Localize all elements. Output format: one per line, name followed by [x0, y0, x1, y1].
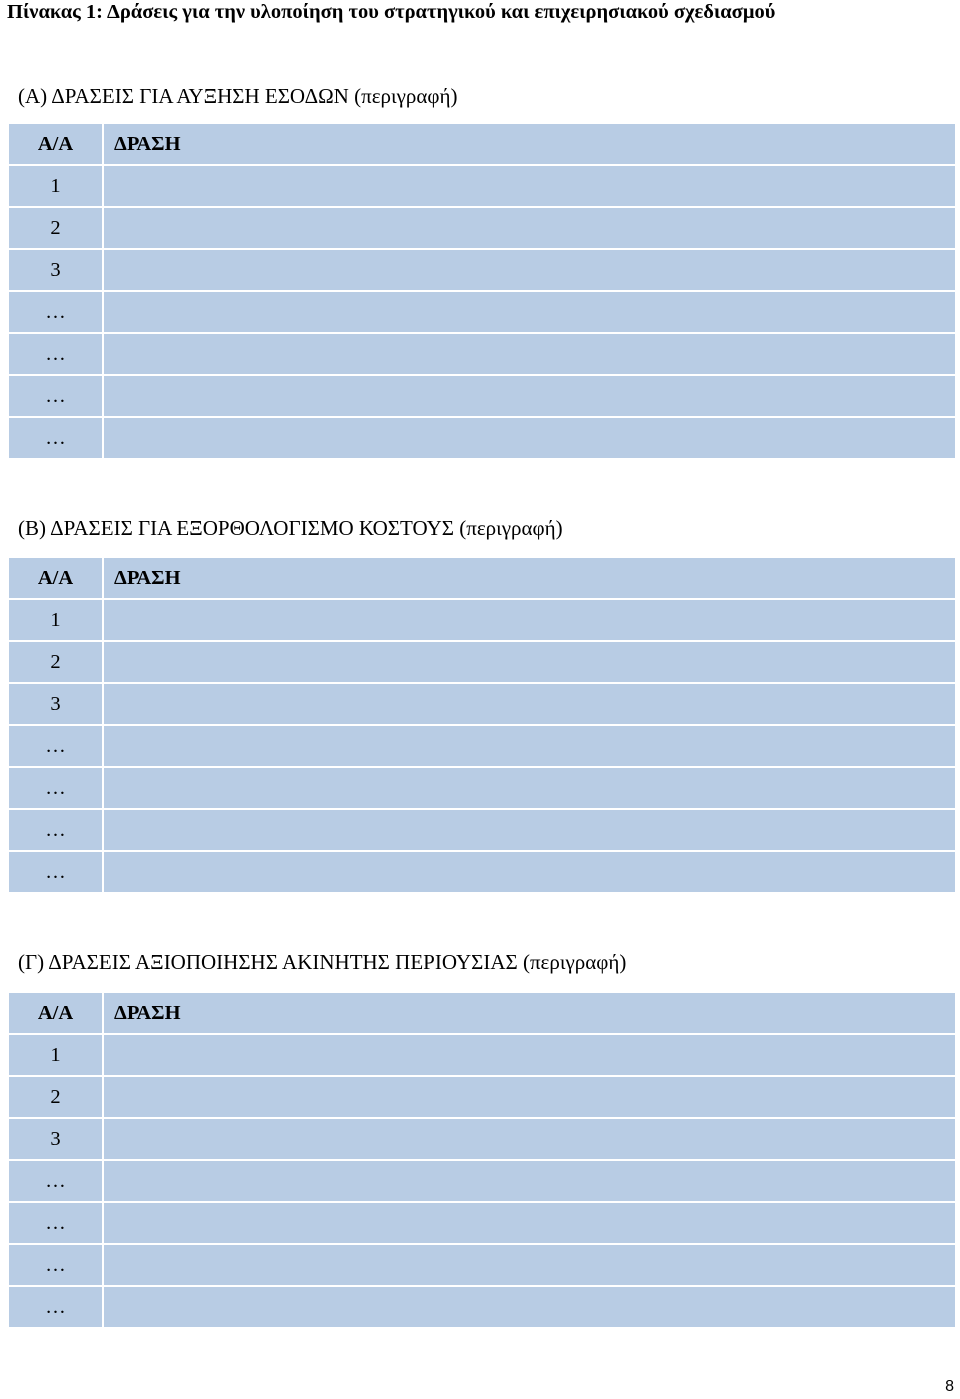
table-row [8, 851, 956, 893]
page-title: Πίνακας 1: Δράσεις για την υλοποίηση του στρατηγικού και επιχειρησιακού σχεδιασμού [7, 1, 776, 23]
row-number: … [8, 375, 103, 417]
action-cell [103, 1202, 956, 1244]
table-row [8, 1034, 956, 1076]
row-number: … [8, 333, 103, 375]
row-number: … [8, 1244, 103, 1286]
action-cell [103, 1286, 956, 1328]
action-cell [103, 333, 956, 375]
action-cell [103, 165, 956, 207]
action-cell [103, 809, 956, 851]
action-cell [103, 851, 956, 893]
row-number: 2 [8, 207, 103, 249]
row-number: … [8, 767, 103, 809]
action-cell [103, 375, 956, 417]
action-cell [103, 291, 956, 333]
table-header-row [8, 123, 956, 165]
column-header-aa: Α/Α [8, 992, 103, 1034]
actions-table-a [7, 122, 957, 460]
action-cell [103, 641, 956, 683]
row-number: 3 [8, 249, 103, 291]
row-number: 2 [8, 641, 103, 683]
row-number: … [8, 1202, 103, 1244]
page-number: 8 [945, 1378, 954, 1395]
table-row [8, 333, 956, 375]
table-row [8, 1076, 956, 1118]
table-row [8, 599, 956, 641]
column-header-action: ΔΡΑΣΗ [103, 992, 956, 1034]
action-cell [103, 1118, 956, 1160]
row-number: … [8, 851, 103, 893]
row-number: … [8, 809, 103, 851]
action-cell [103, 1244, 956, 1286]
table-row [8, 1118, 956, 1160]
action-cell [103, 599, 956, 641]
action-cell [103, 1160, 956, 1202]
row-number: 1 [8, 599, 103, 641]
action-cell [103, 1034, 956, 1076]
action-cell [103, 417, 956, 459]
table-row [8, 1202, 956, 1244]
table-row [8, 683, 956, 725]
row-number: 3 [8, 683, 103, 725]
section-heading-a: (Α) ΔΡΑΣΕΙΣ ΓΙΑ ΑΥΞΗΣΗ ΕΣΟΔΩΝ (περιγραφή) [18, 84, 458, 108]
action-cell [103, 725, 956, 767]
table-row [8, 291, 956, 333]
actions-table-c [7, 991, 957, 1329]
table-row [8, 1160, 956, 1202]
table-row [8, 417, 956, 459]
row-number: … [8, 1160, 103, 1202]
row-number: … [8, 725, 103, 767]
column-header-aa: Α/Α [8, 123, 103, 165]
table-row [8, 249, 956, 291]
action-cell [103, 249, 956, 291]
table-row [8, 165, 956, 207]
actions-table-b [7, 556, 957, 894]
table-row [8, 809, 956, 851]
table-row [8, 375, 956, 417]
column-header-action: ΔΡΑΣΗ [103, 557, 956, 599]
table-row [8, 725, 956, 767]
row-number: … [8, 417, 103, 459]
table-row [8, 1244, 956, 1286]
table-row [8, 767, 956, 809]
action-cell [103, 683, 956, 725]
section-heading-c: (Γ) ΔΡΑΣΕΙΣ ΑΞΙΟΠΟΙΗΣΗΣ ΑΚΙΝΗΤΗΣ ΠΕΡΙΟΥΣΙΑΣ (περιγραφή) [18, 950, 627, 974]
row-number: 3 [8, 1118, 103, 1160]
row-number: 2 [8, 1076, 103, 1118]
table-row [8, 207, 956, 249]
action-cell [103, 1076, 956, 1118]
row-number: … [8, 291, 103, 333]
row-number: 1 [8, 1034, 103, 1076]
table-header-row [8, 992, 956, 1034]
row-number: 1 [8, 165, 103, 207]
table-row [8, 641, 956, 683]
table-row [8, 1286, 956, 1328]
action-cell [103, 207, 956, 249]
action-cell [103, 767, 956, 809]
row-number: … [8, 1286, 103, 1328]
section-heading-b: (Β) ΔΡΑΣΕΙΣ ΓΙΑ ΕΞΟΡΘΟΛΟΓΙΣΜΟ ΚΟΣΤΟΥΣ (περιγραφή) [18, 516, 563, 540]
table-header-row [8, 557, 956, 599]
column-header-action: ΔΡΑΣΗ [103, 123, 956, 165]
column-header-aa: Α/Α [8, 557, 103, 599]
